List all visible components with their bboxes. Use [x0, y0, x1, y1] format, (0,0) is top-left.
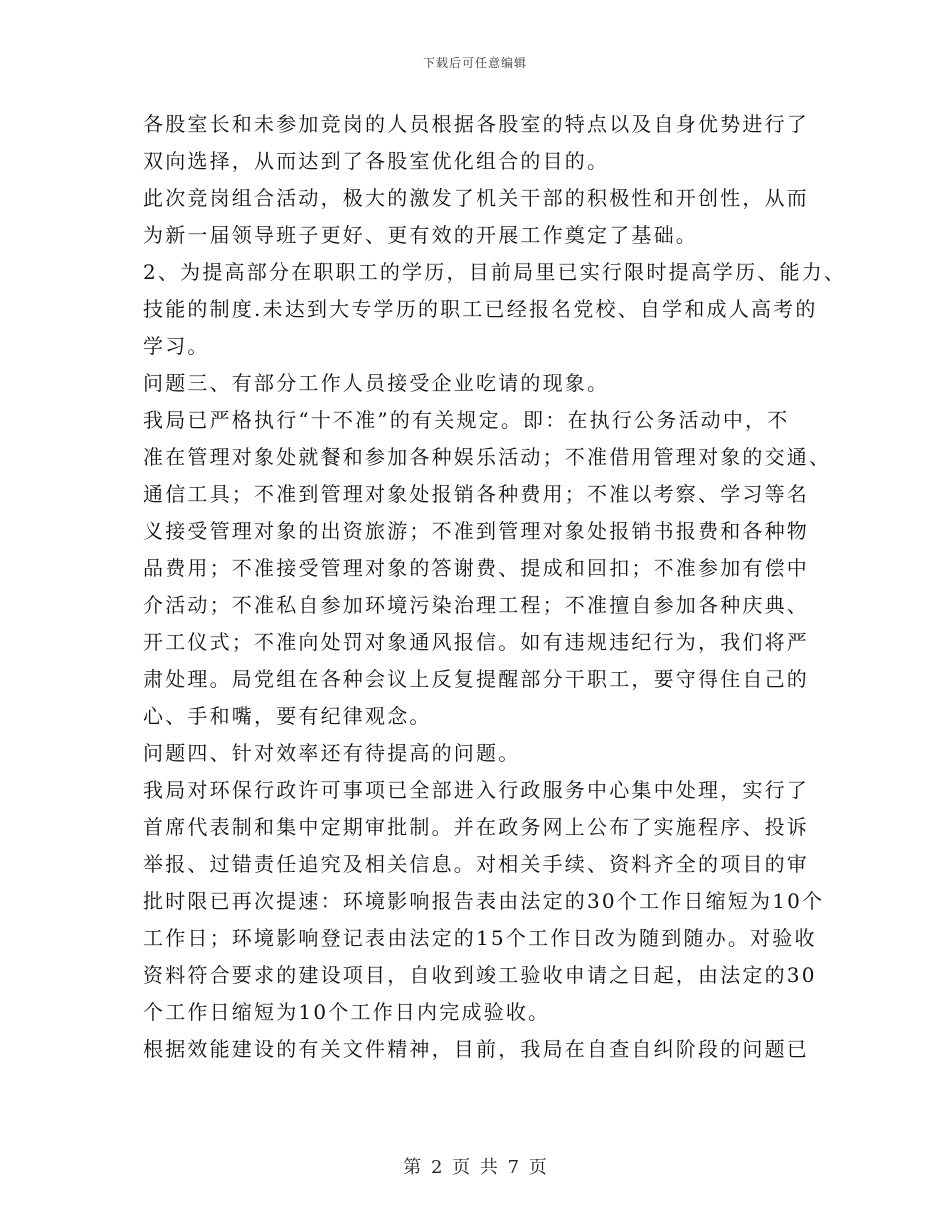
text-line: 2、为提高部分在职职工的学历，目前局里已实行限时提高学历、能力、: [143, 260, 847, 284]
text-line: 义接受管理对象的出资旅游；不准到管理对象处报销书报费和各种物: [143, 519, 809, 543]
text-line: 首席代表制和集中定期审批制。并在政务网上公布了实施程序、投诉: [143, 815, 809, 839]
text-line: 批时限已再次提速：环境影响报告表由法定的30个工作日缩短为10个: [143, 889, 825, 913]
text-line: 肃处理。局党组在各种会议上反复提醒部分干职工，要守得住自己的: [143, 667, 809, 691]
text-line: 资料符合要求的建设项目，自收到竣工验收申请之日起，由法定的30: [143, 963, 817, 987]
text-line: 开工仪式；不准向处罚对象通风报信。如有违规违纪行为，我们将严: [143, 630, 809, 654]
text-line: 举报、过错责任追究及相关信息。对相关手续、资料齐全的项目的审: [143, 852, 809, 876]
text-line: 各股室长和未参加竞岗的人员根据各股室的特点以及自身优势进行了: [143, 112, 809, 136]
text-line: 工作日；环境影响登记表由法定的15个工作日改为随到随办。对验收: [143, 926, 817, 950]
text-line: 学习。: [143, 334, 210, 358]
page-header-note: 下载后可任意编辑: [422, 56, 527, 70]
text-line: 心、手和嘴，要有纪律观念。: [143, 704, 432, 728]
text-line: 准在管理对象处就餐和参加各种娱乐活动；不准借用管理对象的交通、: [143, 445, 832, 469]
section-heading: 问题四、针对效率还有待提高的问题。: [143, 741, 521, 765]
text-line: 通信工具；不准到管理对象处报销各种费用；不准以考察、学习等名: [143, 482, 809, 506]
text-line: 技能的制度.未达到大专学历的职工已经报名党校、自学和成人高考的: [143, 297, 818, 321]
section-heading: 问题三、有部分工作人员接受企业吃请的现象。: [143, 371, 610, 395]
text-line: 此次竞岗组合活动，极大的激发了机关干部的积极性和开创性，从而: [143, 186, 809, 210]
text-line: 品费用；不准接受管理对象的答谢费、提成和回扣；不准参加有偿中: [143, 556, 809, 580]
page-number-footer: 第 2 页 共 7 页: [403, 1157, 547, 1178]
text-line: 我局已严格执行“十不准”的有关规定。即：在执行公务活动中，不: [143, 408, 790, 432]
text-line: 根据效能建设的有关文件精神，目前，我局在自查自纠阶段的问题已: [143, 1037, 809, 1061]
document-body: [143, 106, 847, 1068]
text-line: 双向选择，从而达到了各股室优化组合的目的。: [143, 149, 610, 173]
text-line: 我局对环保行政许可事项已全部进入行政服务中心集中处理，实行了: [143, 778, 809, 802]
text-line: 介活动；不准私自参加环境污染治理工程；不准擅自参加各种庆典、: [143, 593, 809, 617]
text-line: 个工作日缩短为10个工作日内完成验收。: [143, 1000, 551, 1024]
text-line: 为新一届领导班子更好、更有效的开展工作奠定了基础。: [143, 223, 698, 247]
